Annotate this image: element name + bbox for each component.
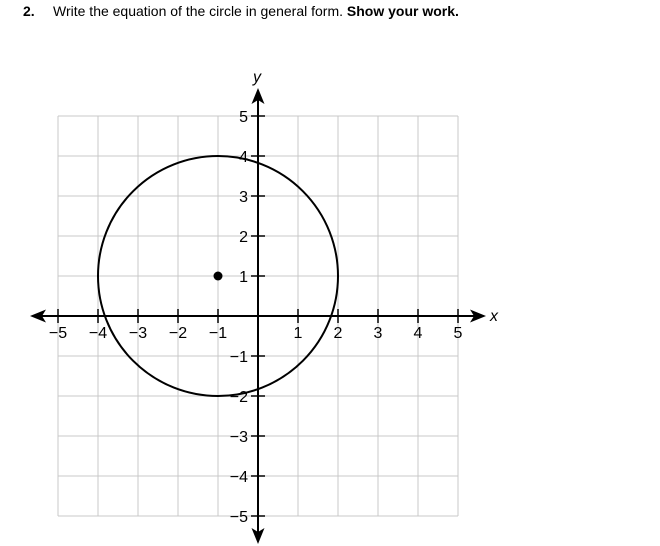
x-axis-label: x bbox=[490, 308, 498, 325]
x-tick-label: −4 bbox=[88, 325, 108, 342]
y-tick-label: −1 bbox=[229, 349, 248, 366]
y-tick-label: −3 bbox=[229, 429, 248, 446]
y-tick-label: 4 bbox=[239, 149, 248, 166]
x-tick-label: −2 bbox=[168, 325, 188, 342]
y-tick-label: 2 bbox=[239, 229, 248, 246]
y-tick-label: −5 bbox=[229, 509, 248, 526]
x-tick-label: −5 bbox=[48, 325, 68, 342]
circle-center-point bbox=[214, 272, 223, 281]
x-tick-label: 5 bbox=[453, 325, 463, 342]
y-tick-label: 1 bbox=[239, 269, 248, 286]
x-tick-label: −1 bbox=[208, 325, 228, 342]
y-axis-label: y bbox=[253, 69, 261, 86]
y-tick-label: −4 bbox=[229, 469, 248, 486]
question-emphasis: Show your work. bbox=[346, 3, 459, 19]
y-tick-label: 5 bbox=[239, 109, 248, 126]
x-tick-label: 3 bbox=[373, 325, 383, 342]
x-tick-label: 4 bbox=[413, 325, 423, 342]
question-number: 2. bbox=[23, 3, 35, 19]
x-tick-label: 1 bbox=[293, 325, 303, 342]
question-text: Write the equation of the circle in general form. bbox=[53, 3, 344, 19]
y-tick-label: −2 bbox=[229, 389, 248, 406]
tick-labels bbox=[49, 69, 499, 526]
x-tick-label: −3 bbox=[128, 325, 148, 342]
y-tick-label: 3 bbox=[239, 189, 248, 206]
x-tick-label: 2 bbox=[333, 325, 343, 342]
